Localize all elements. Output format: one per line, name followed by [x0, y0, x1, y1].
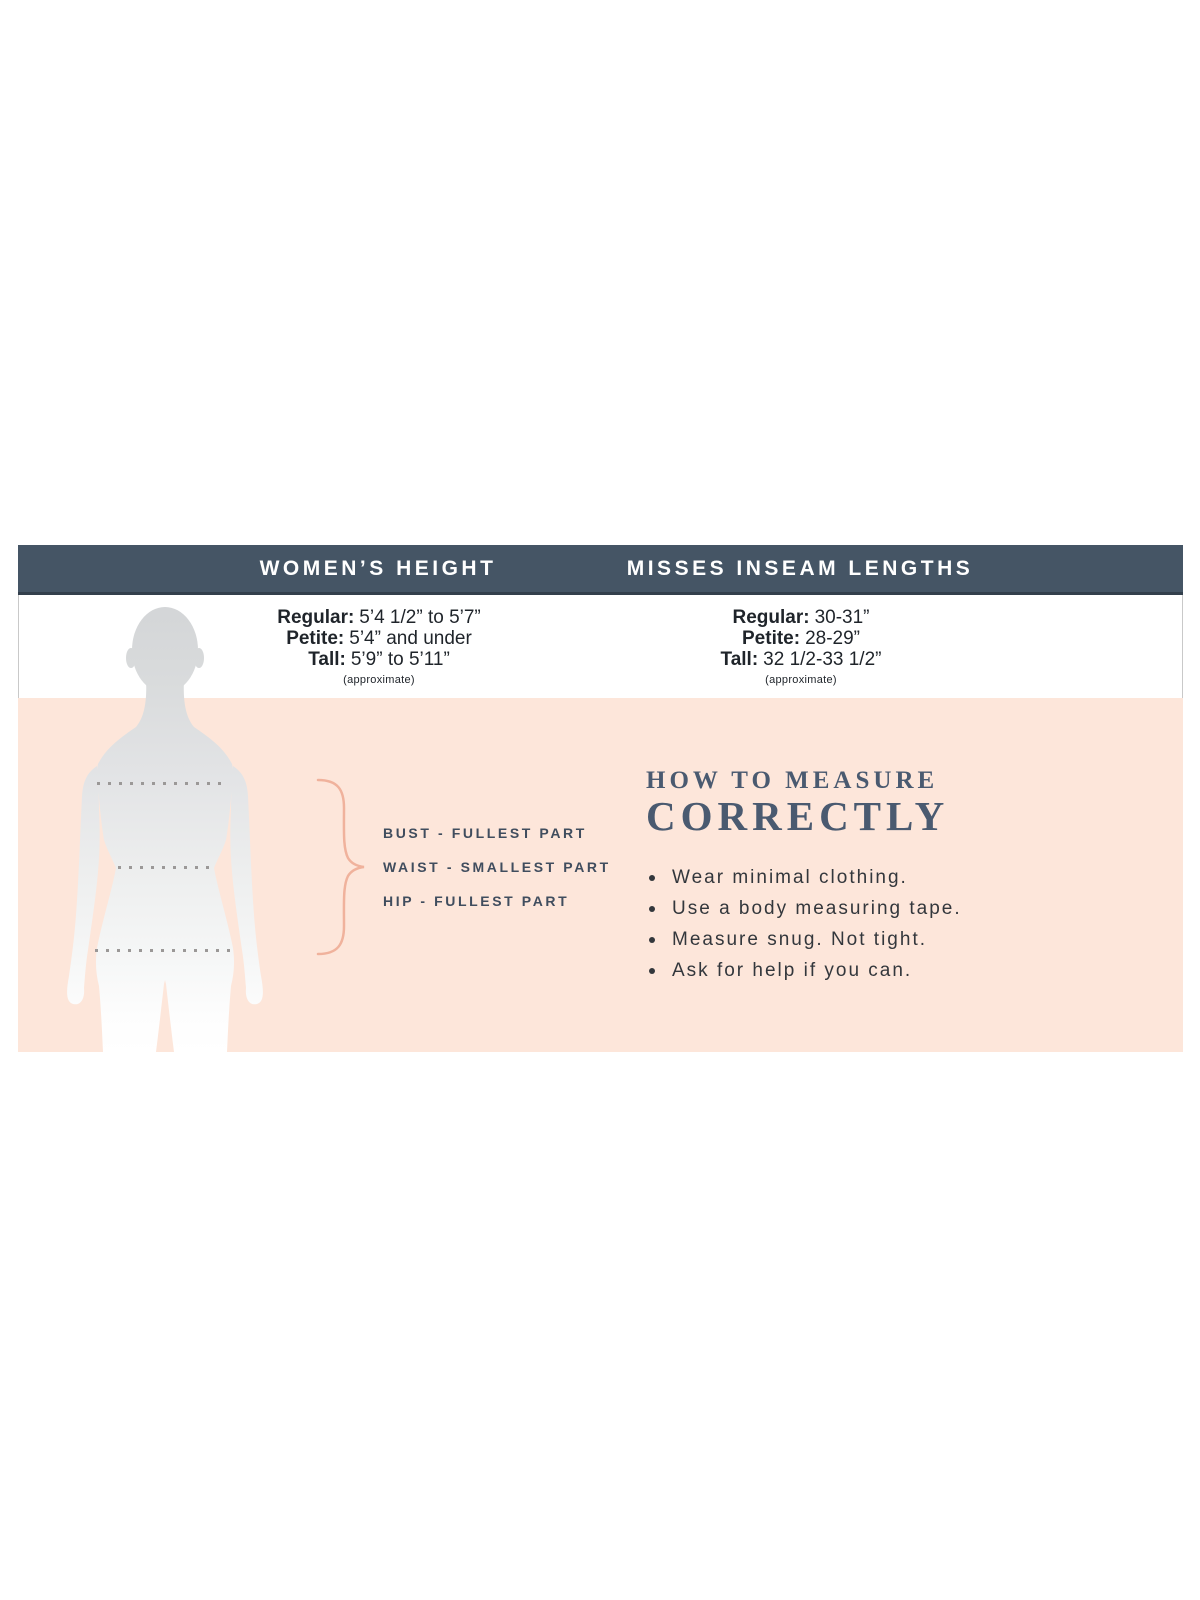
height-row-tall: Tall: 5’9” to 5’11” [308, 649, 450, 670]
misses-inseam-values [581, 607, 1021, 688]
waist-label: WAIST - SMALLEST PART [383, 859, 611, 875]
hip-label: HIP - FULLEST PART [383, 893, 570, 909]
column-header-womens-height: WOMEN’S HEIGHT [259, 556, 497, 580]
tip-ask-for-help: Ask for help if you can. [646, 955, 962, 986]
inseam-row-petite: Petite: 28-29” [742, 628, 860, 649]
hip-dotted-line [95, 949, 230, 952]
how-to-measure-title-line1: HOW TO MEASURE [646, 767, 939, 794]
height-approximate-note: (approximate) [343, 674, 415, 686]
waist-dotted-line [118, 866, 209, 869]
measuring-tips-list [646, 862, 962, 986]
height-row-petite: Petite: 5’4” and under [286, 628, 472, 649]
inseam-row-tall: Tall: 32 1/2-33 1/2” [720, 649, 882, 670]
how-to-measure-title-line2: CORRECTLY [646, 793, 950, 839]
inseam-row-regular: Regular: 30-31” [732, 607, 870, 628]
table-header-bar [18, 545, 1183, 595]
bust-label: BUST - FULLEST PART [383, 825, 587, 841]
tip-wear-minimal-clothing: Wear minimal clothing. [646, 862, 962, 893]
column-header-misses-inseam-lengths: MISSES INSEAM LENGTHS [626, 556, 974, 580]
tip-measure-snug: Measure snug. Not tight. [646, 924, 962, 955]
how-to-measure-title [646, 767, 949, 838]
height-row-regular: Regular: 5’4 1/2” to 5’7” [277, 607, 481, 628]
female-silhouette-icon [40, 600, 290, 1052]
curly-brace-icon [310, 776, 372, 958]
inseam-approximate-note: (approximate) [765, 674, 837, 686]
tip-use-measuring-tape: Use a body measuring tape. [646, 893, 962, 924]
size-guide-panel [18, 545, 1183, 1052]
bust-dotted-line [97, 782, 221, 785]
